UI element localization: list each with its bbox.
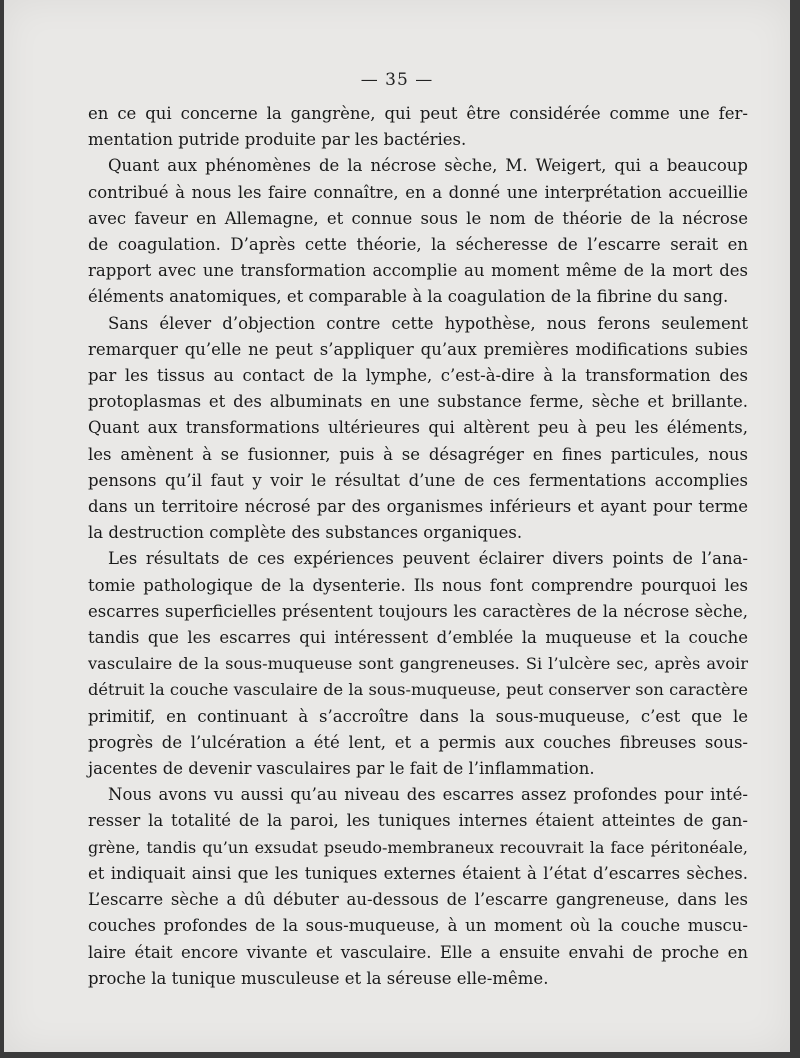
- text-line: grène, tandis qu’un exsudat pseudo-membraneux recouvrait la face péritonéale,: [88, 837, 748, 857]
- text-line: en ce qui concerne la gangrène, qui peut être considérée comme une fer-: [88, 104, 748, 123]
- text-line: Quant aux transformations ultérieures qui altèrent peu à peu les éléments,: [88, 418, 748, 438]
- text-line: éléments anatomiques, et comparable à la coagulation de la fibrine du sang.: [88, 287, 729, 307]
- text-line: escarres superficielles présentent toujours les caractères de la nécrose sèche,: [88, 601, 748, 621]
- text-line: par les tissus au contact de la lymphe, c’est-à-dire à la transformation des: [88, 366, 748, 386]
- text-line: protoplasmas et des albuminats en une substance ferme, sèche et brillante.: [88, 392, 748, 412]
- text-line: tandis que les escarres qui intéressent d’emblée la muqueuse et la couche: [88, 628, 748, 648]
- text-line: et indiquait ainsi que les tuniques externes étaient à l’état d’escarres sèches.: [88, 863, 748, 883]
- text-line: de coagulation. D’après cette théorie, la sécheresse de l’escarre serait en: [88, 235, 748, 255]
- text-line: dans un territoire nécrosé par des organismes inférieurs et ayant pour terme: [88, 497, 748, 517]
- paragraph: [88, 101, 748, 153]
- paragraph: [88, 311, 748, 547]
- text-line: rapport avec une transformation accomplie au moment même de la mort des: [88, 261, 748, 281]
- text-line: L’escarre sèche a dû débuter au-dessous de l’escarre gangreneuse, dans les: [88, 890, 748, 910]
- text-line: avec faveur en Allemagne, et connue sous le nom de théorie de la nécrose: [88, 208, 748, 228]
- text-line: mentation putride produite par les bactéries.: [88, 130, 467, 150]
- text-line: la destruction complète des substances organiques.: [88, 523, 523, 543]
- body-text: [88, 101, 748, 992]
- text-line: Les résultats de ces expériences peuvent éclairer divers points de l’ana-: [108, 549, 748, 569]
- text-line: Nous avons vu aussi qu’au niveau des escarres assez profondes pour inté-: [108, 785, 748, 805]
- text-line: contribué à nous les faire connaître, en a donné une interprétation accueillie: [88, 182, 748, 202]
- text-line: remarquer qu’elle ne peut s’appliquer qu’aux premières modifications subies: [88, 339, 748, 359]
- text-line: tomie pathologique de la dysenterie. Ils nous font comprendre pourquoi les: [88, 575, 748, 595]
- text-line: progrès de l’ulcération a été lent, et a permis aux couches fibreuses sous-: [88, 732, 748, 752]
- text-line: pensons qu’il faut y voir le résultat d’une de ces fermentations accomplies: [88, 470, 748, 490]
- text-line: jacentes de devenir vasculaires par le fait de l’inflammation.: [88, 759, 595, 779]
- text-line: détruit la couche vasculaire de la sous-muqueuse, peut conserver son caractère: [88, 680, 748, 700]
- text-line: resser la totalité de la paroi, les tuniques internes étaient atteintes de gan-: [88, 811, 748, 831]
- paragraph: [88, 153, 748, 310]
- paragraph: [88, 782, 748, 992]
- text-line: Quant aux phénomènes de la nécrose sèche, M. Weigert, qui a beaucoup: [108, 156, 748, 176]
- text-line: couches profondes de la sous-muqueuse, à un moment où la couche muscu-: [88, 916, 748, 936]
- paragraph: [88, 546, 748, 782]
- text-line: vasculaire de la sous-muqueuse sont gangreneuses. Si l’ulcère sec, après avoir: [88, 654, 748, 674]
- text-line: laire était encore vivante et vasculaire. Elle a ensuite envahi de proche en: [88, 942, 748, 962]
- text-line: proche la tunique musculeuse et la séreuse elle-même.: [88, 968, 549, 988]
- page-number: — 35 —: [360, 70, 434, 90]
- text-line: primitif, en continuant à s’accroître dans la sous-muqueuse, c’est que le: [88, 706, 748, 726]
- book-page: [4, 0, 790, 1052]
- text-line: Sans élever d’objection contre cette hypothèse, nous ferons seulement: [108, 313, 748, 333]
- text-line: les amènent à se fusionner, puis à se désagréger en fines particules, nous: [88, 444, 748, 464]
